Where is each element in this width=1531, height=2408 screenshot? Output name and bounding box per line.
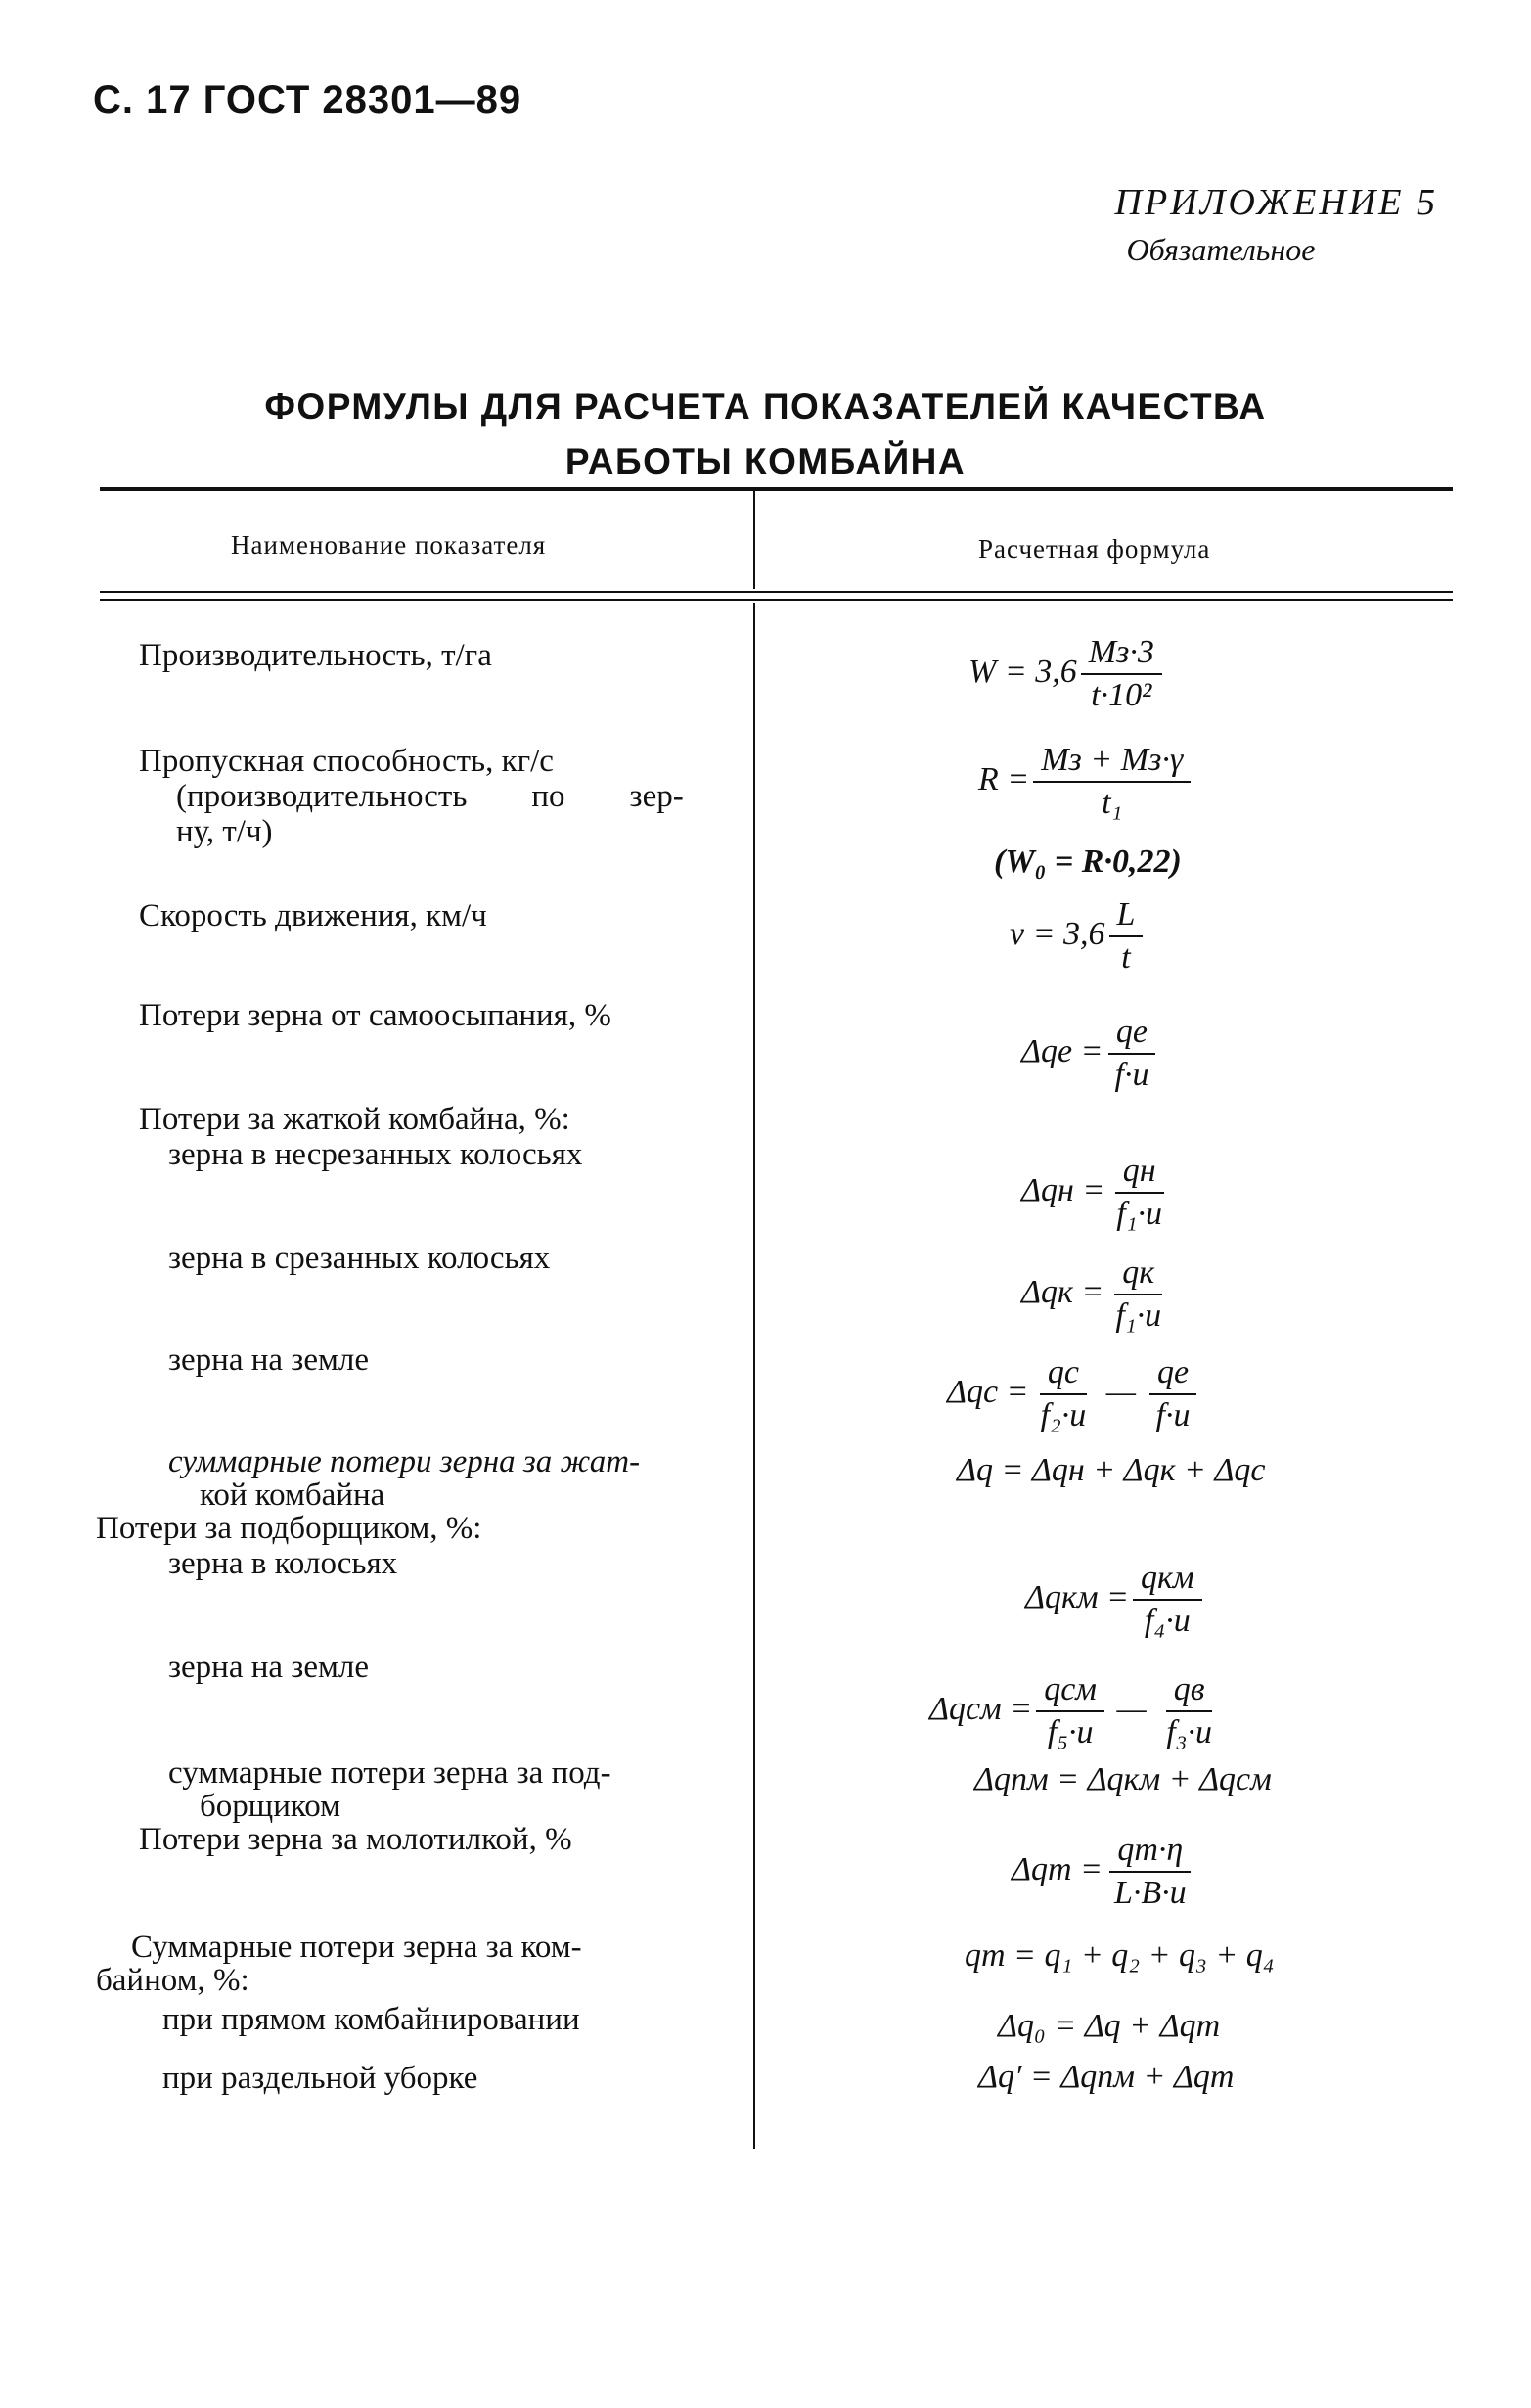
- label-total-combine-line-1: Суммарные потери зерна за ком-: [131, 1930, 582, 1965]
- label-total-header-line-2: кой комбайна: [200, 1477, 385, 1513]
- formula-total-pickup: Δqпм = Δqкм + Δqсм: [974, 1761, 1272, 1797]
- denominator: t: [1121, 939, 1131, 976]
- formula-w-prefix: W = 3,6: [968, 653, 1077, 690]
- formula-ears-pickup: [1025, 1560, 1206, 1640]
- numerator: qm·η: [1109, 1832, 1191, 1873]
- table-top-rule: [100, 487, 1453, 491]
- fraction: [1148, 1354, 1198, 1434]
- column-header-indicator: Наименование показателя: [231, 530, 547, 560]
- numerator: Mз·3: [1081, 634, 1162, 675]
- formula-direct-combining: Δq₀ = Δq + Δqm: [998, 2008, 1221, 2044]
- fraction: [1033, 742, 1191, 822]
- formula-qc-prefix: Δqс =: [947, 1373, 1029, 1410]
- appendix-title: ПРИЛОЖЕНИЕ 5: [1114, 182, 1438, 223]
- document-title-line-1: ФОРМУЛЫ ДЛЯ РАСЧЕТА ПОКАЗАТЕЛЕЙ КАЧЕСТВА: [264, 386, 1267, 427]
- label-total-pickup-line-1: суммарные потери зерна за под-: [168, 1755, 611, 1791]
- formula-ground-header: [947, 1354, 1201, 1434]
- formula-qkm-prefix: Δqкм =: [1025, 1578, 1130, 1615]
- denominator: f₁·u: [1115, 1297, 1162, 1334]
- label-throughput-line-1: Пропускная способность, кг/с: [139, 744, 554, 779]
- label-total-pickup-line-2: борщиком: [200, 1789, 340, 1824]
- formula-qm-prefix: Δqm =: [1012, 1850, 1103, 1887]
- label-direct-combining: при прямом комбайнировании: [162, 2002, 580, 2037]
- denominator: f₄·u: [1144, 1603, 1191, 1639]
- formula-thresher: [1012, 1832, 1198, 1912]
- fraction: [1107, 1014, 1157, 1094]
- fraction: [1107, 1254, 1169, 1335]
- label-loss-self-shedding: Потери зерна от самоосыпания, %: [139, 998, 611, 1033]
- numerator: L: [1109, 896, 1144, 937]
- formula-ground-pickup: [929, 1671, 1224, 1751]
- denominator: f·u: [1114, 1057, 1149, 1093]
- numerator: qс: [1040, 1354, 1087, 1395]
- numerator: qе: [1149, 1354, 1196, 1395]
- formula-productivity: [968, 634, 1166, 714]
- fraction: [1036, 1671, 1104, 1751]
- label-separate-harvesting: при раздельной уборке: [162, 2061, 478, 2096]
- label-loss-pickup: Потери за подборщиком, %:: [96, 1511, 482, 1546]
- numerator: Mз + Mз·γ: [1033, 742, 1191, 783]
- formula-qn-prefix: Δqн =: [1021, 1171, 1105, 1208]
- formula-uncut-ears: [1021, 1153, 1174, 1233]
- label-throughput-line-2: (производительность по зер-: [176, 779, 684, 814]
- label-throughput-line-3: ну, т/ч): [176, 814, 273, 849]
- numerator: qсм: [1036, 1671, 1104, 1712]
- formula-qe-prefix: Δqе =: [1021, 1032, 1103, 1069]
- document-title-line-2: РАБОТЫ КОМБАЙНА: [564, 441, 967, 481]
- denominator: f₁·u: [1116, 1196, 1163, 1232]
- fraction: [1033, 1354, 1095, 1434]
- numerator: qк: [1114, 1254, 1162, 1295]
- label-speed: Скорость движения, км/ч: [139, 898, 487, 933]
- formula-v-prefix: v = 3,6: [1010, 915, 1105, 952]
- table-header-divider: [753, 491, 755, 589]
- document-title: [0, 380, 1531, 489]
- label-loss-header: Потери за жаткой комбайна, %:: [139, 1102, 570, 1137]
- table-column-divider: [753, 603, 755, 2149]
- label-loss-thresher: Потери зерна за молотилкой, %: [139, 1822, 572, 1857]
- denominator: t₁: [1102, 785, 1123, 821]
- appendix-block: [1115, 181, 1438, 268]
- denominator: t·10²: [1091, 677, 1152, 713]
- fraction: [1158, 1671, 1220, 1751]
- fraction: [1109, 896, 1144, 977]
- denominator: f₅·u: [1047, 1714, 1094, 1750]
- denominator: L·B·u: [1113, 1875, 1187, 1911]
- formula-r-prefix: R =: [978, 760, 1030, 797]
- fraction: [1106, 1832, 1194, 1912]
- label-ground-pickup: зерна на земле: [168, 1650, 369, 1685]
- formula-separate-harvesting: Δq′ = Δqпм + Δqm: [978, 2059, 1235, 2095]
- formula-thresher-sum: qm = q₁ + q₂ + q₃ + q₄: [965, 1937, 1275, 1974]
- fraction: [1108, 1153, 1170, 1233]
- formula-qcm-prefix: Δqсм =: [929, 1690, 1033, 1727]
- column-header-formula: Расчетная формула: [978, 534, 1211, 564]
- numerator: qв: [1166, 1671, 1213, 1712]
- minus-sign: —: [1105, 1373, 1137, 1410]
- label-cut-ears: зерна в срезанных колосьях: [168, 1241, 551, 1276]
- formula-total-header: Δq = Δqн + Δqк + Δqс: [957, 1452, 1266, 1488]
- label-ground-header: зерна на земле: [168, 1342, 369, 1378]
- numerator: qкм: [1133, 1560, 1202, 1601]
- minus-sign: —: [1116, 1690, 1147, 1727]
- table-header-rule-2: [100, 599, 1453, 601]
- document-code: С. 17 ГОСТ 28301—89: [93, 78, 522, 121]
- label-total-header-line-1: суммарные потери зерна за жат-: [168, 1444, 641, 1479]
- denominator: f·u: [1155, 1397, 1191, 1433]
- label-ears-pickup: зерна в колосьях: [168, 1546, 398, 1581]
- label-total-combine-line-2: байном, %:: [96, 1963, 249, 1998]
- denominator: f₃·u: [1166, 1714, 1212, 1750]
- label-productivity: Производительность, т/га: [139, 638, 492, 673]
- formula-throughput: [978, 742, 1194, 822]
- formula-speed: [1010, 896, 1147, 977]
- appendix-subtitle: Обязательное: [1126, 232, 1316, 267]
- fraction: [1081, 634, 1162, 714]
- label-uncut-ears: зерна в несрезанных колосьях: [168, 1137, 583, 1172]
- fraction: [1133, 1560, 1202, 1640]
- formula-self-shedding: [1021, 1014, 1160, 1094]
- table-header-rule-1: [100, 591, 1453, 593]
- numerator: qе: [1108, 1014, 1155, 1055]
- numerator: qн: [1115, 1153, 1164, 1194]
- formula-cut-ears: [1021, 1254, 1173, 1335]
- formula-grain-productivity: (W₀ = R·0,22): [994, 843, 1182, 880]
- formula-qk-prefix: Δqк =: [1021, 1273, 1104, 1310]
- denominator: f₂·u: [1040, 1397, 1087, 1433]
